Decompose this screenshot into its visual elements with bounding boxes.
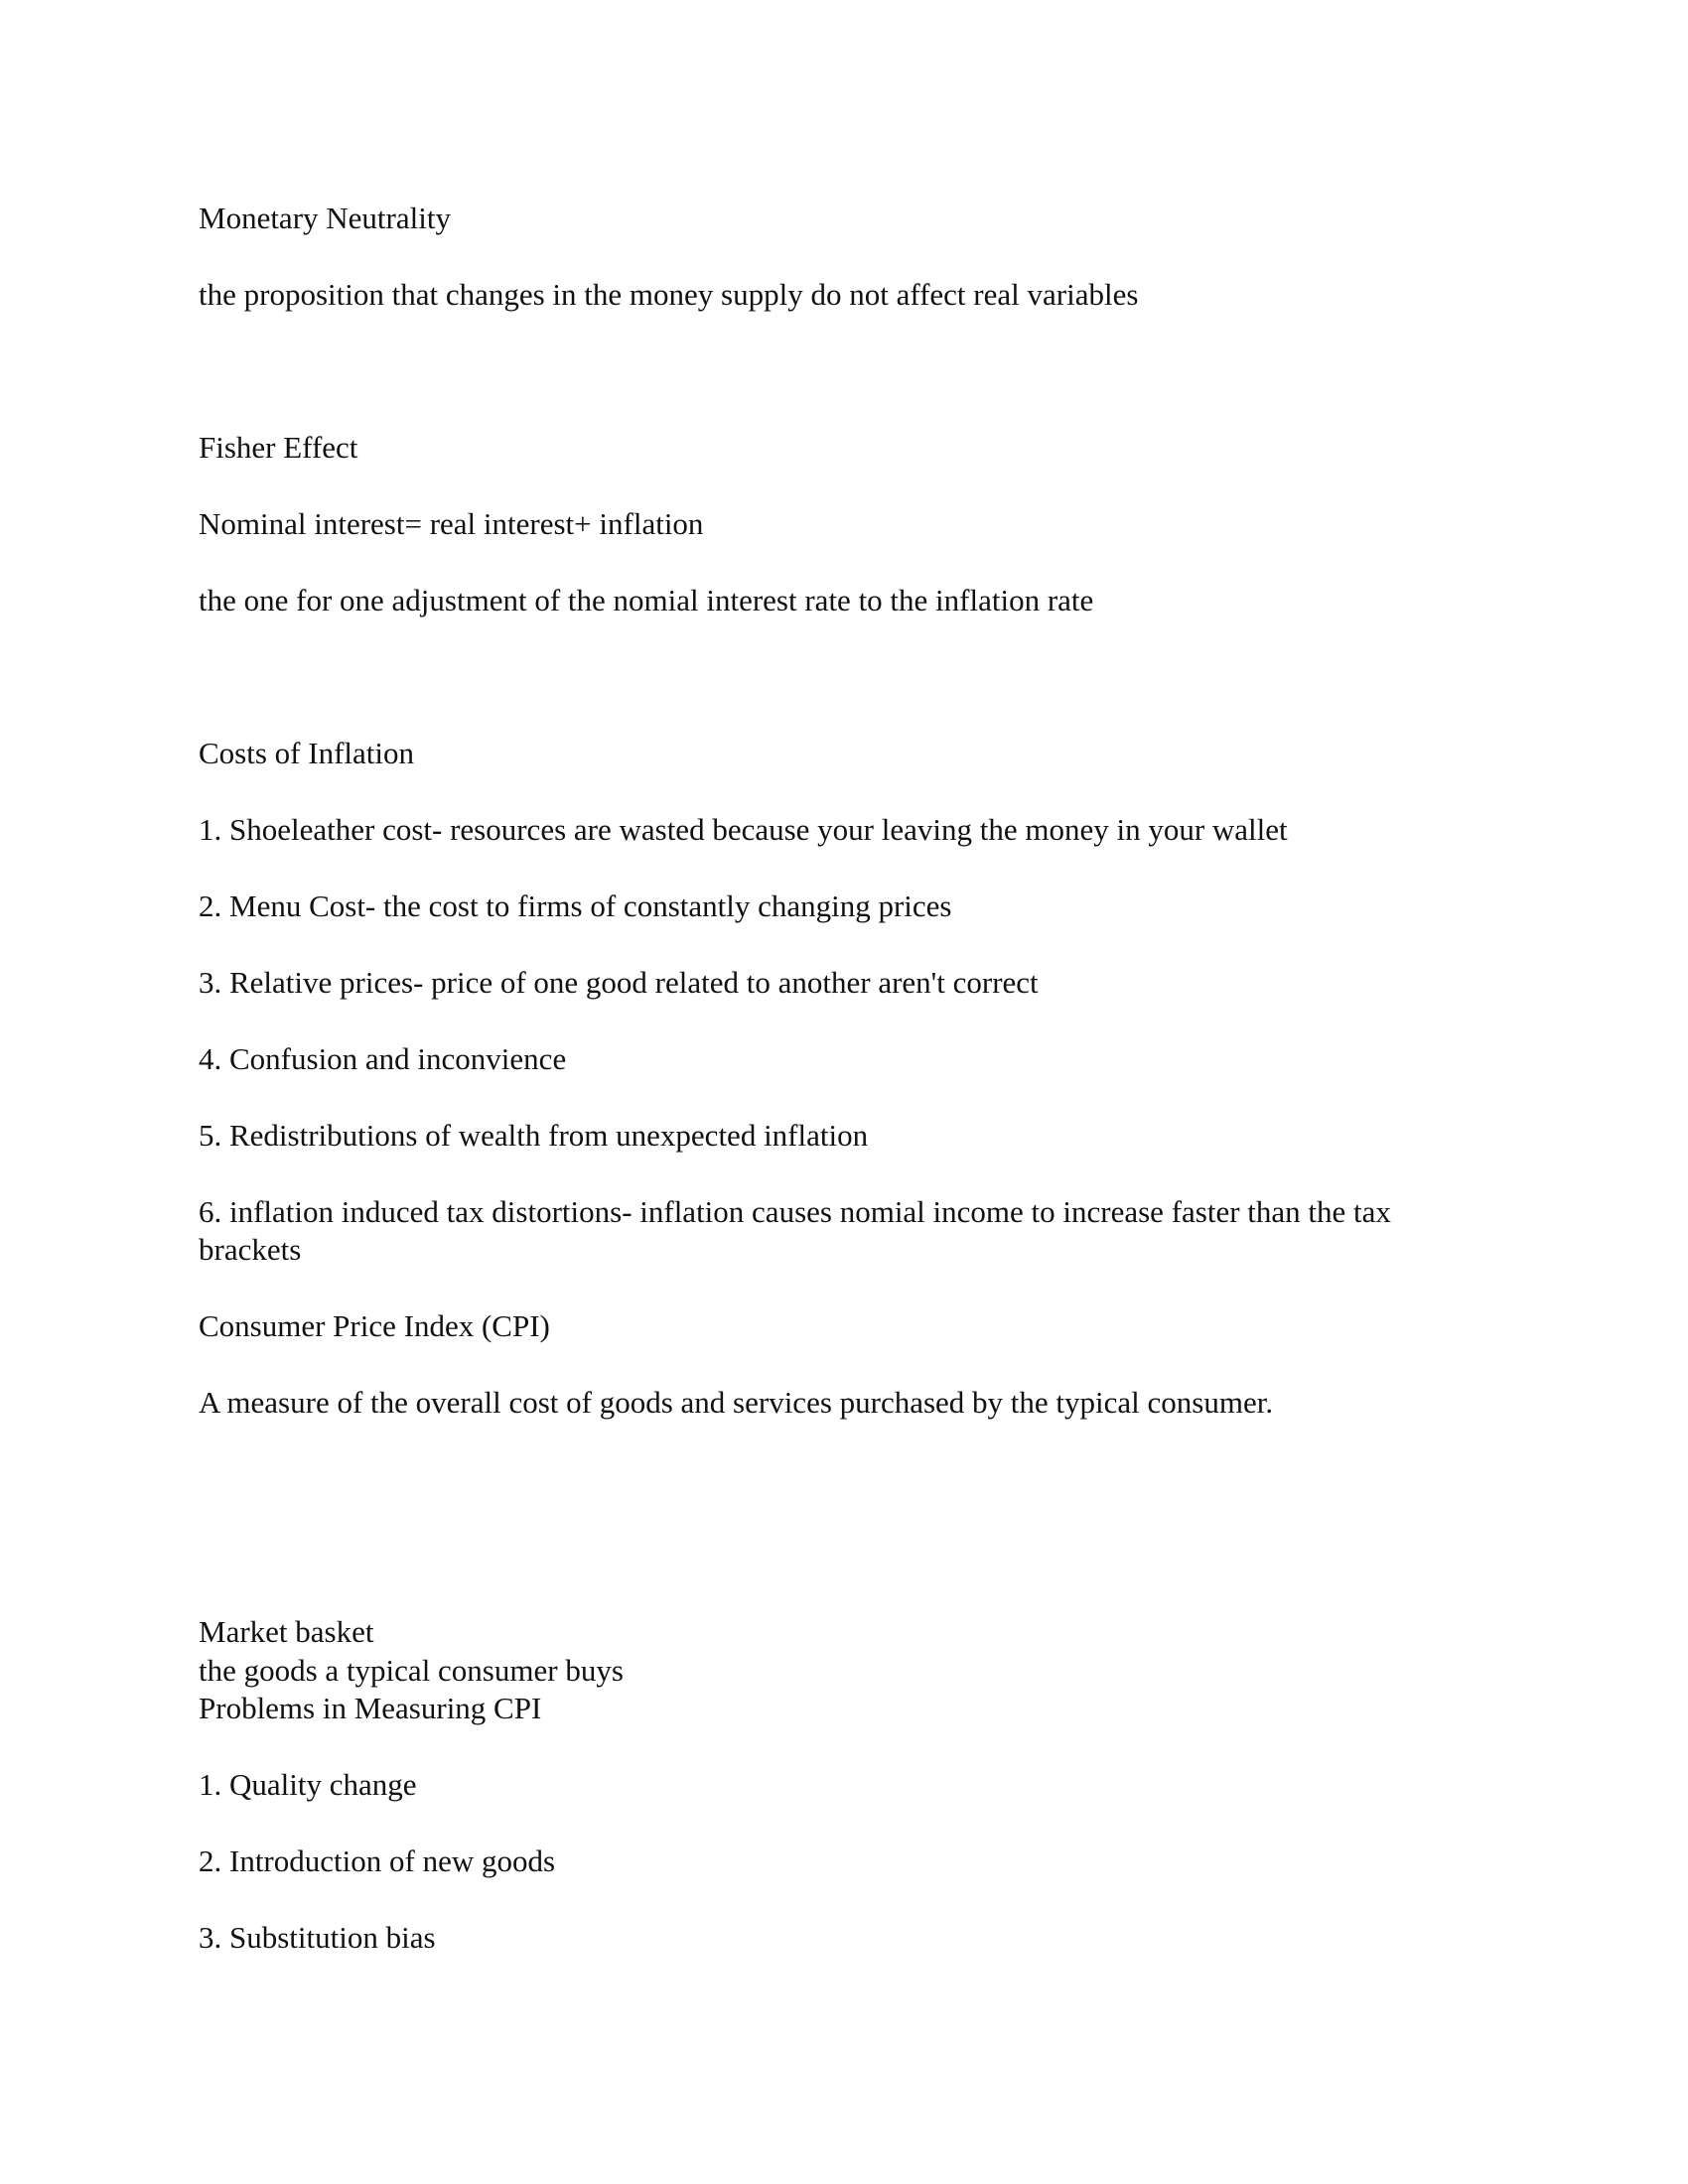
heading-problems-measuring-cpi: Problems in Measuring CPI [199, 1691, 542, 1725]
heading-costs-of-inflation: Costs of Inflation [199, 736, 414, 770]
definition-market-basket: the goods a typical consumer buys [199, 1653, 624, 1688]
definition-fisher-effect: the one for one adjustment of the nomial interest rate to the inflation rate [199, 583, 1094, 617]
heading-monetary-neutrality: Monetary Neutrality [199, 201, 451, 235]
list-item: 1. Quality change [199, 1767, 417, 1802]
list-item: 3. Substitution bias [199, 1920, 436, 1955]
heading-cpi: Consumer Price Index (CPI) [199, 1308, 550, 1343]
heading-fisher-effect: Fisher Effect [199, 430, 358, 465]
definition-monetary-neutrality: the proposition that changes in the money supply do not affect real variables [199, 277, 1139, 312]
list-item: 1. Shoeleather cost- resources are wasted because your leaving the money in your wallet [199, 812, 1288, 847]
list-item: 2. Menu Cost- the cost to firms of constantly changing prices [199, 888, 952, 923]
list-item: 2. Introduction of new goods [199, 1843, 556, 1878]
fisher-equation: Nominal interest= real interest+ inflation [199, 506, 704, 541]
definition-cpi: A measure of the overall cost of goods and services purchased by the typical consumer. [199, 1385, 1274, 1420]
list-item: 6. inflation induced tax distortions- inflation causes nomial income to increase faster than the tax brackets [199, 1194, 1391, 1267]
list-item: 4. Confusion and inconvience [199, 1041, 567, 1076]
list-item: 5. Redistributions of wealth from unexpected inflation [199, 1118, 869, 1153]
list-item: 3. Relative prices- price of one good related to another aren't correct [199, 965, 1039, 1000]
heading-market-basket: Market basket [199, 1614, 374, 1649]
